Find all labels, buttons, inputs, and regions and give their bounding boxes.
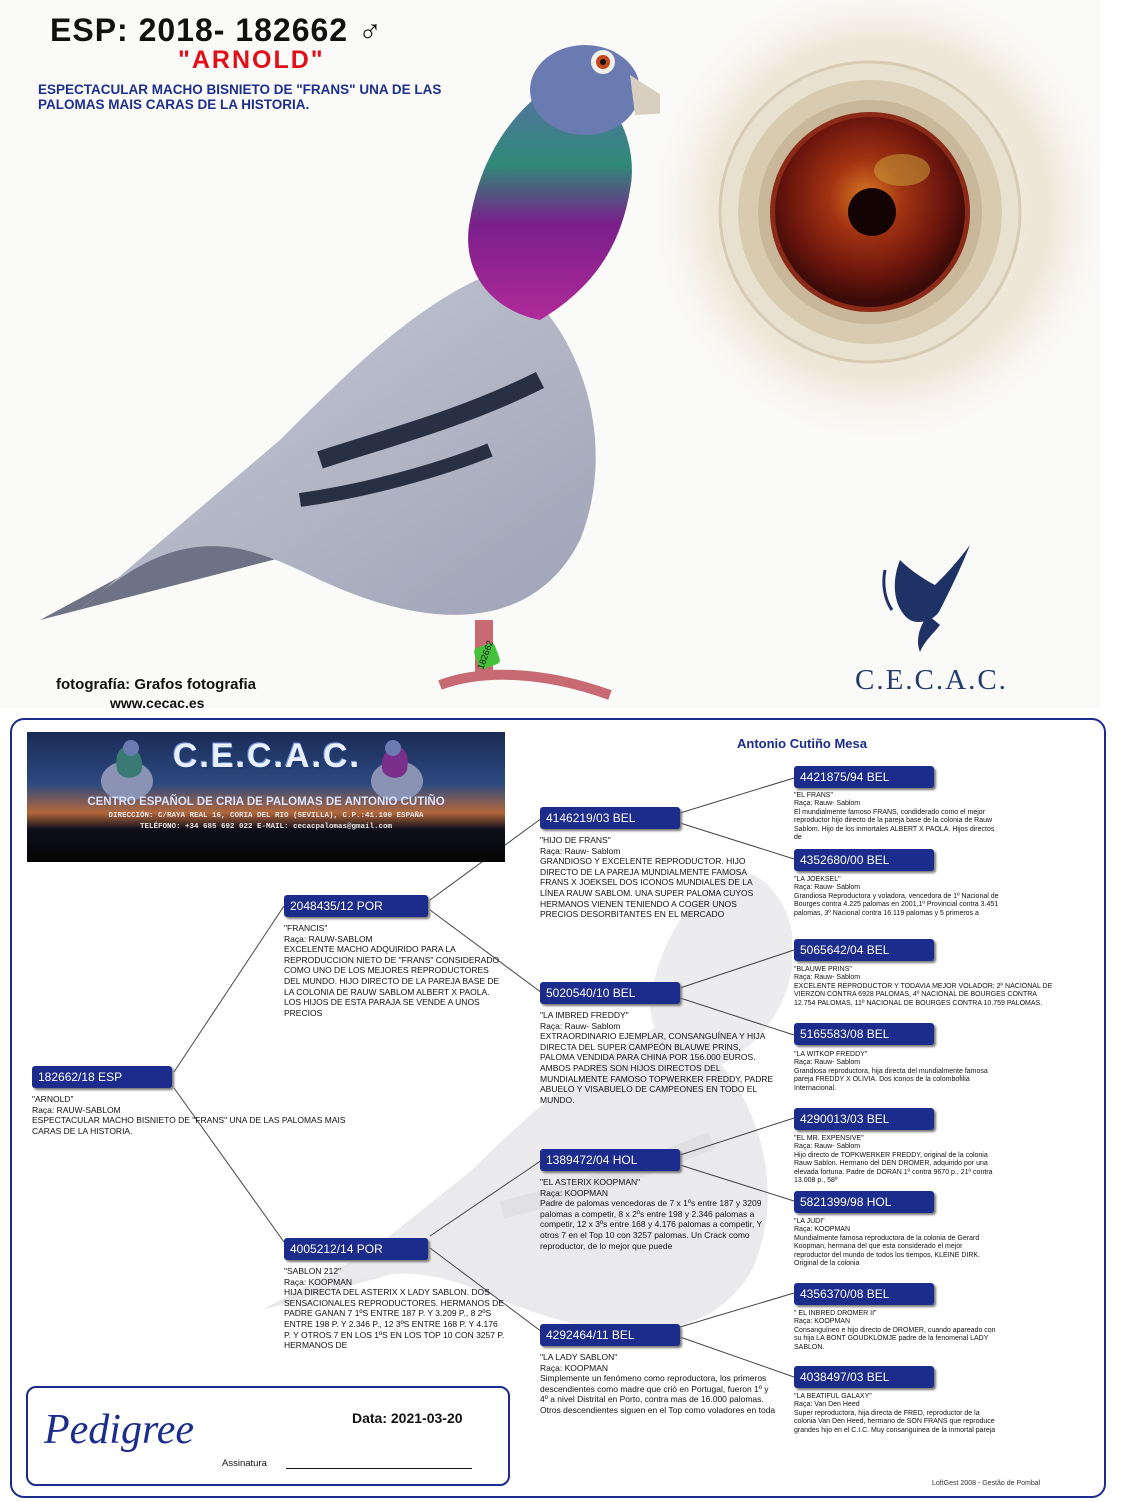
gen3-name: "EL MR. EXPENSIVE" bbox=[794, 1135, 864, 1142]
subject-name: "ARNOLD" bbox=[32, 1094, 74, 1104]
gen2-race: Raça: KOOPMAN bbox=[540, 1187, 609, 1198]
gen3-name: "EL FRANS" bbox=[794, 792, 833, 799]
gen3-text: Mundialmente famosa reproductora de la colonia de Gerard Koopman, hermana del que esta considerado el mejor reproductor del mundo de todos los tiempos, KLEINE DIRK. Original de la colonia bbox=[794, 1234, 980, 1268]
photo-credit: fotografía: Grafos fotografia bbox=[56, 676, 257, 693]
sire-race: Raça: RAUW-SABLOM bbox=[284, 933, 373, 944]
gen2-race: Raça: Rauw- Sablom bbox=[540, 845, 621, 856]
dam-notes bbox=[284, 1266, 506, 1378]
gen3-notes bbox=[794, 966, 1054, 1018]
software-footer: LoftGest 2008 - Gestão de Pombal bbox=[932, 1480, 1041, 1487]
gen3-name: "LA JOEKSEL" bbox=[794, 876, 841, 883]
gen2-text: GRANDIOSO Y EXCELENTE REPRODUCTOR. HIJO DIRECTO DE LA PAREJA MUNDIALMENTE FAMOSA FRANS X JOEKSEL DOS ICONOS MUNDIALES DE LA LÍNEA RAUW SABLOM. UNA SUPER PALOMA CUYOS HERMANOS VIENEN TENIENDO A COGER UNOS PRECIOS DESORBITANTES EN EL MERCADO bbox=[540, 856, 754, 920]
cecac-banner bbox=[27, 732, 505, 862]
gen2-notes bbox=[540, 1177, 776, 1289]
gen3-notes bbox=[794, 1135, 1000, 1187]
gen3-text: Hijo directo de TOPKWERKER FREDDY, original de la colonia Rauw Sablon. Hermano del DEN DROMER, adquirido por una elevada fortuna. Padre de DORAN 1º contra 9670 p., 21º contra 13.008 p., 58º bbox=[794, 1151, 993, 1185]
photo-website: www.cecac.es bbox=[110, 695, 205, 708]
gen3-race: Raça: Van Den Heed bbox=[794, 1401, 860, 1409]
gen3-ring: 5821399/98 HOL bbox=[794, 1191, 934, 1213]
gen2-race: Raça: Rauw- Sablom bbox=[540, 1020, 621, 1031]
cecac-dove-logo-icon bbox=[880, 540, 980, 655]
gen3-notes bbox=[794, 792, 1000, 842]
gen2-ring: 1389472/04 HOL bbox=[540, 1149, 680, 1171]
banner-title: C.E.C.A.C. bbox=[172, 737, 362, 775]
sire-text: EXCELENTE MACHO ADQUIRIDO PARA LA REPRODUCCION NIETO DE "FRANS" CONSIDERADO COMO UNO DE LOS MEJORES REPRODUCTORES DEL MUNDO. HIJO DIRECTO DE LA PAREJA BASE DE LA COLONIA DE RAUW SABLOM ALBERT X PAOLA. LOS HIJOS DE ESTA PARAJA SE VENDE A UNOS PRECIOS bbox=[284, 944, 500, 1018]
gen2-notes bbox=[540, 1352, 776, 1466]
gen3-text: EXCELENTE REPRODUCTOR Y TODAVIA MEJOR VOLADOR: 2º NACIONAL DE VIERZON CONTRA 6928 PALOMAS, 4º NACIONAL DE BOURGES CONTRA 12.754 PALOMAS, 11º NACIONAL DE BOURGES CONTRA 10.759 PALOMAS. bbox=[794, 982, 1053, 1007]
gen3-ring: 4352680/00 BEL bbox=[794, 849, 934, 871]
gen3-notes bbox=[794, 1310, 1000, 1354]
gen3-race: Raça: Rauw- Sablom bbox=[794, 884, 861, 892]
gen2-race: Raça: KOOPMAN bbox=[540, 1362, 609, 1373]
signature-label: Assinatura bbox=[222, 1458, 267, 1469]
gen2-text: Simplemente un fenómeno como reproductora, los primeros descendientes como madre que crió en Portugal, fueron 1º y 4º a nivel Distrital en Porto, contra mas de 16.000 palomas. Otros descendientes siguen en el Top como voladores en toda bbox=[540, 1373, 776, 1415]
gen3-notes bbox=[794, 1051, 1000, 1101]
gen2-name: "LA LADY SABLON" bbox=[540, 1352, 618, 1362]
subject-race: Raça: RAUW-SABLOM bbox=[32, 1104, 121, 1115]
gen3-name: "LA JUDI" bbox=[794, 1218, 825, 1225]
banner-contact: TELÉFONO: +34 685 692 022 E-MAIL: cecacpalomas@gmail.com bbox=[139, 823, 393, 831]
gen2-notes bbox=[540, 835, 776, 980]
gen3-notes bbox=[794, 1218, 1000, 1270]
gen3-notes bbox=[794, 1393, 1000, 1445]
gen3-race: Raça: Rauw- Sablom bbox=[794, 800, 861, 808]
gen2-ring: 5020540/10 BEL bbox=[540, 982, 680, 1004]
gen2-text: EXTRAORDINARIO EJEMPLAR, CONSANGUÍNEA Y HIJA DIRECTA DEL SUPER CAMPEÓN BLAUWE PRINS, PALOMA VENDIDA PARA CHINA POR 156.000 EUROS. AMBOS PADRES SON HIJOS DIRECTOS DEL MUNDIALMENTE FAMOSO TOPWERKER FREDDY, PADRE ABUELO Y VISABUELO DE CAMPEONES EN TODO EL MUNDO. bbox=[540, 1031, 774, 1105]
dam-ring: 4005212/14 POR bbox=[284, 1238, 428, 1260]
gen3-name: "LA BEATIFUL GALAXY" bbox=[794, 1393, 872, 1400]
pigeon-description: ESPECTACULAR MACHO BISNIETO DE "FRANS" UNA DE LAS PALOMAS MAIS CARAS DE LA HISTORIA. bbox=[38, 82, 442, 112]
sire-notes bbox=[284, 923, 506, 1058]
gen2-name: "HIJO DE FRANS" bbox=[540, 835, 611, 845]
sire-ring: 2048435/12 POR bbox=[284, 895, 428, 917]
pedigree-chart bbox=[10, 718, 1106, 1498]
pedigree-logo: Pedigree bbox=[44, 1407, 195, 1453]
gen3-ring: 4290013/03 BEL bbox=[794, 1108, 934, 1130]
gen3-race: Raça: Rauw- Sablom bbox=[794, 974, 861, 982]
subject-text: ESPECTACULAR MACHO BISNIETO DE "FRANS" UNA DE LAS PALOMAS MAIS CARAS DE LA HISTORIA. bbox=[32, 1115, 346, 1136]
gen3-race: Raça: KOOPMAN bbox=[794, 1318, 851, 1326]
gen2-text: Padre de palomas vencedoras de 7 x 1ºs entre 187 y 3209 palomas a competir, 8 x 2ºs entre 198 y 2.346 palomas a competir, 12 x 3ºs entre 168 y 4.176 palomas a competir, Y otros 7 en el Top 10 con 3257 palomas. Un Crack como reproductor, de lo mejor que puede bbox=[540, 1198, 763, 1251]
pigeon-photo bbox=[20, 20, 660, 708]
gen2-name: "EL ASTERIX KOOPMAN" bbox=[540, 1177, 641, 1187]
gen3-text: Grandiosa Reproductora y voladora, vencedora de 1º Nacional de Bourges contra 4.225 palomas en 2001,1º Provincial contra 3.451 palomas, 3º Nacional contra 16.119 palomas y 5 primeros a bbox=[794, 892, 999, 917]
gen3-ring: 4356370/08 BEL bbox=[794, 1283, 934, 1305]
gen2-ring: 4292464/11 BEL bbox=[540, 1324, 680, 1346]
leg-ring-text: 182662 bbox=[475, 639, 496, 671]
signature-line bbox=[286, 1468, 472, 1469]
banner-subtitle: CENTRO ESPAÑOL DE CRIA DE PALOMAS DE ANTONIO CUTIÑO bbox=[87, 796, 445, 808]
gen3-ring: 4038497/03 BEL bbox=[794, 1366, 934, 1388]
sire-name: "FRANCIS" bbox=[284, 923, 328, 933]
gen3-race: Raça: KOOPMAN bbox=[794, 1226, 851, 1234]
subject-notes bbox=[32, 1094, 372, 1154]
dam-name: "SABLON 212" bbox=[284, 1266, 342, 1276]
gen3-race: Raça: Rauw- Sablom bbox=[794, 1143, 861, 1151]
pedigree-date: Data: 2021-03-20 bbox=[352, 1410, 463, 1426]
cecac-brand-text: C.E.C.A.C. bbox=[855, 664, 1008, 696]
pigeon-eye-image bbox=[640, 0, 1100, 460]
banner-address: DIRECCIÓN: C/RAYA REAL 16, CORIA DEL RIO (SEVILLA), C.P.:41.100 ESPAÑA bbox=[108, 812, 424, 820]
gen2-ring: 4146219/03 BEL bbox=[540, 807, 680, 829]
gen3-name: " EL INBRED DROMER II" bbox=[794, 1310, 877, 1317]
gen3-ring: 4421875/94 BEL bbox=[794, 766, 934, 788]
gen2-name: "LA IMBRED FREDDY" bbox=[540, 1010, 629, 1020]
subject-ring: 182662/18 ESP bbox=[32, 1066, 172, 1088]
gen3-name: "BLAUWE PRINS" bbox=[794, 966, 852, 973]
gen3-name: "LA WITKOP FREDDY" bbox=[794, 1051, 868, 1058]
gen3-text: Grandiosa reproductora, hija directa del mundialmente famosa pareja FREDDY X OLIVIA. Dos iconos de la colombofilia Internacional. bbox=[794, 1067, 988, 1092]
gen3-text: Consanguíneo e hijo directo de DROMER, cuando apareado con su hija LA BONT GOUDKLOMJE padre de la fenomenal LADY SABLON. bbox=[794, 1326, 996, 1351]
gen3-text: Super reproductora, hija directa de FRED, reproductor de la colonia Van Den Heed, hermano de SON FRANS que reproduce grandes hijo en el C.I.C. Muy consanguinea de la inmortal pareja bbox=[794, 1409, 996, 1434]
gen2-notes bbox=[540, 1010, 776, 1128]
pedigree-signature-box bbox=[26, 1386, 510, 1486]
pigeon-name: "ARNOLD" bbox=[178, 46, 325, 74]
photo-section bbox=[0, 0, 1100, 708]
dam-text: HIJA DIRECTA DEL ASTERIX X LADY SABLON. DOS SENSACIONALES REPRODUCTORES. HERMANOS DE PADRE GANAN 7 1ºS ENTRE 187 P. Y 3.209 P., 8 2ºS ENTRE 198 P. Y 2.346 P., 12 3ºS ENTRE 168 P. Y 4.176 P. Y OTROS 7 EN LOS 1ºS EN LOS TOP 10 CON 3257 P. HERMANOS DE bbox=[284, 1287, 505, 1351]
gen3-ring: 5065642/04 BEL bbox=[794, 939, 934, 961]
gen3-ring: 5165583/08 BEL bbox=[794, 1023, 934, 1045]
ring-number-title: ESP: 2018- 182662 ♂ bbox=[50, 12, 383, 48]
dam-race: Raça: KOOPMAN bbox=[284, 1276, 353, 1287]
gen3-text: El mundialmente famoso FRANS, condiderado como el mejor reproductor hijo directo de la pareja base de la colonia de Rauw Sablom. Hijo de los inmortales ALBERT X PAOLA. Hijos directos de bbox=[794, 808, 995, 842]
owner-name: Antonio Cutiño Mesa bbox=[737, 736, 867, 751]
gen3-race: Raça: Rauw- Sablom bbox=[794, 1059, 861, 1067]
gen3-notes bbox=[794, 876, 1000, 928]
